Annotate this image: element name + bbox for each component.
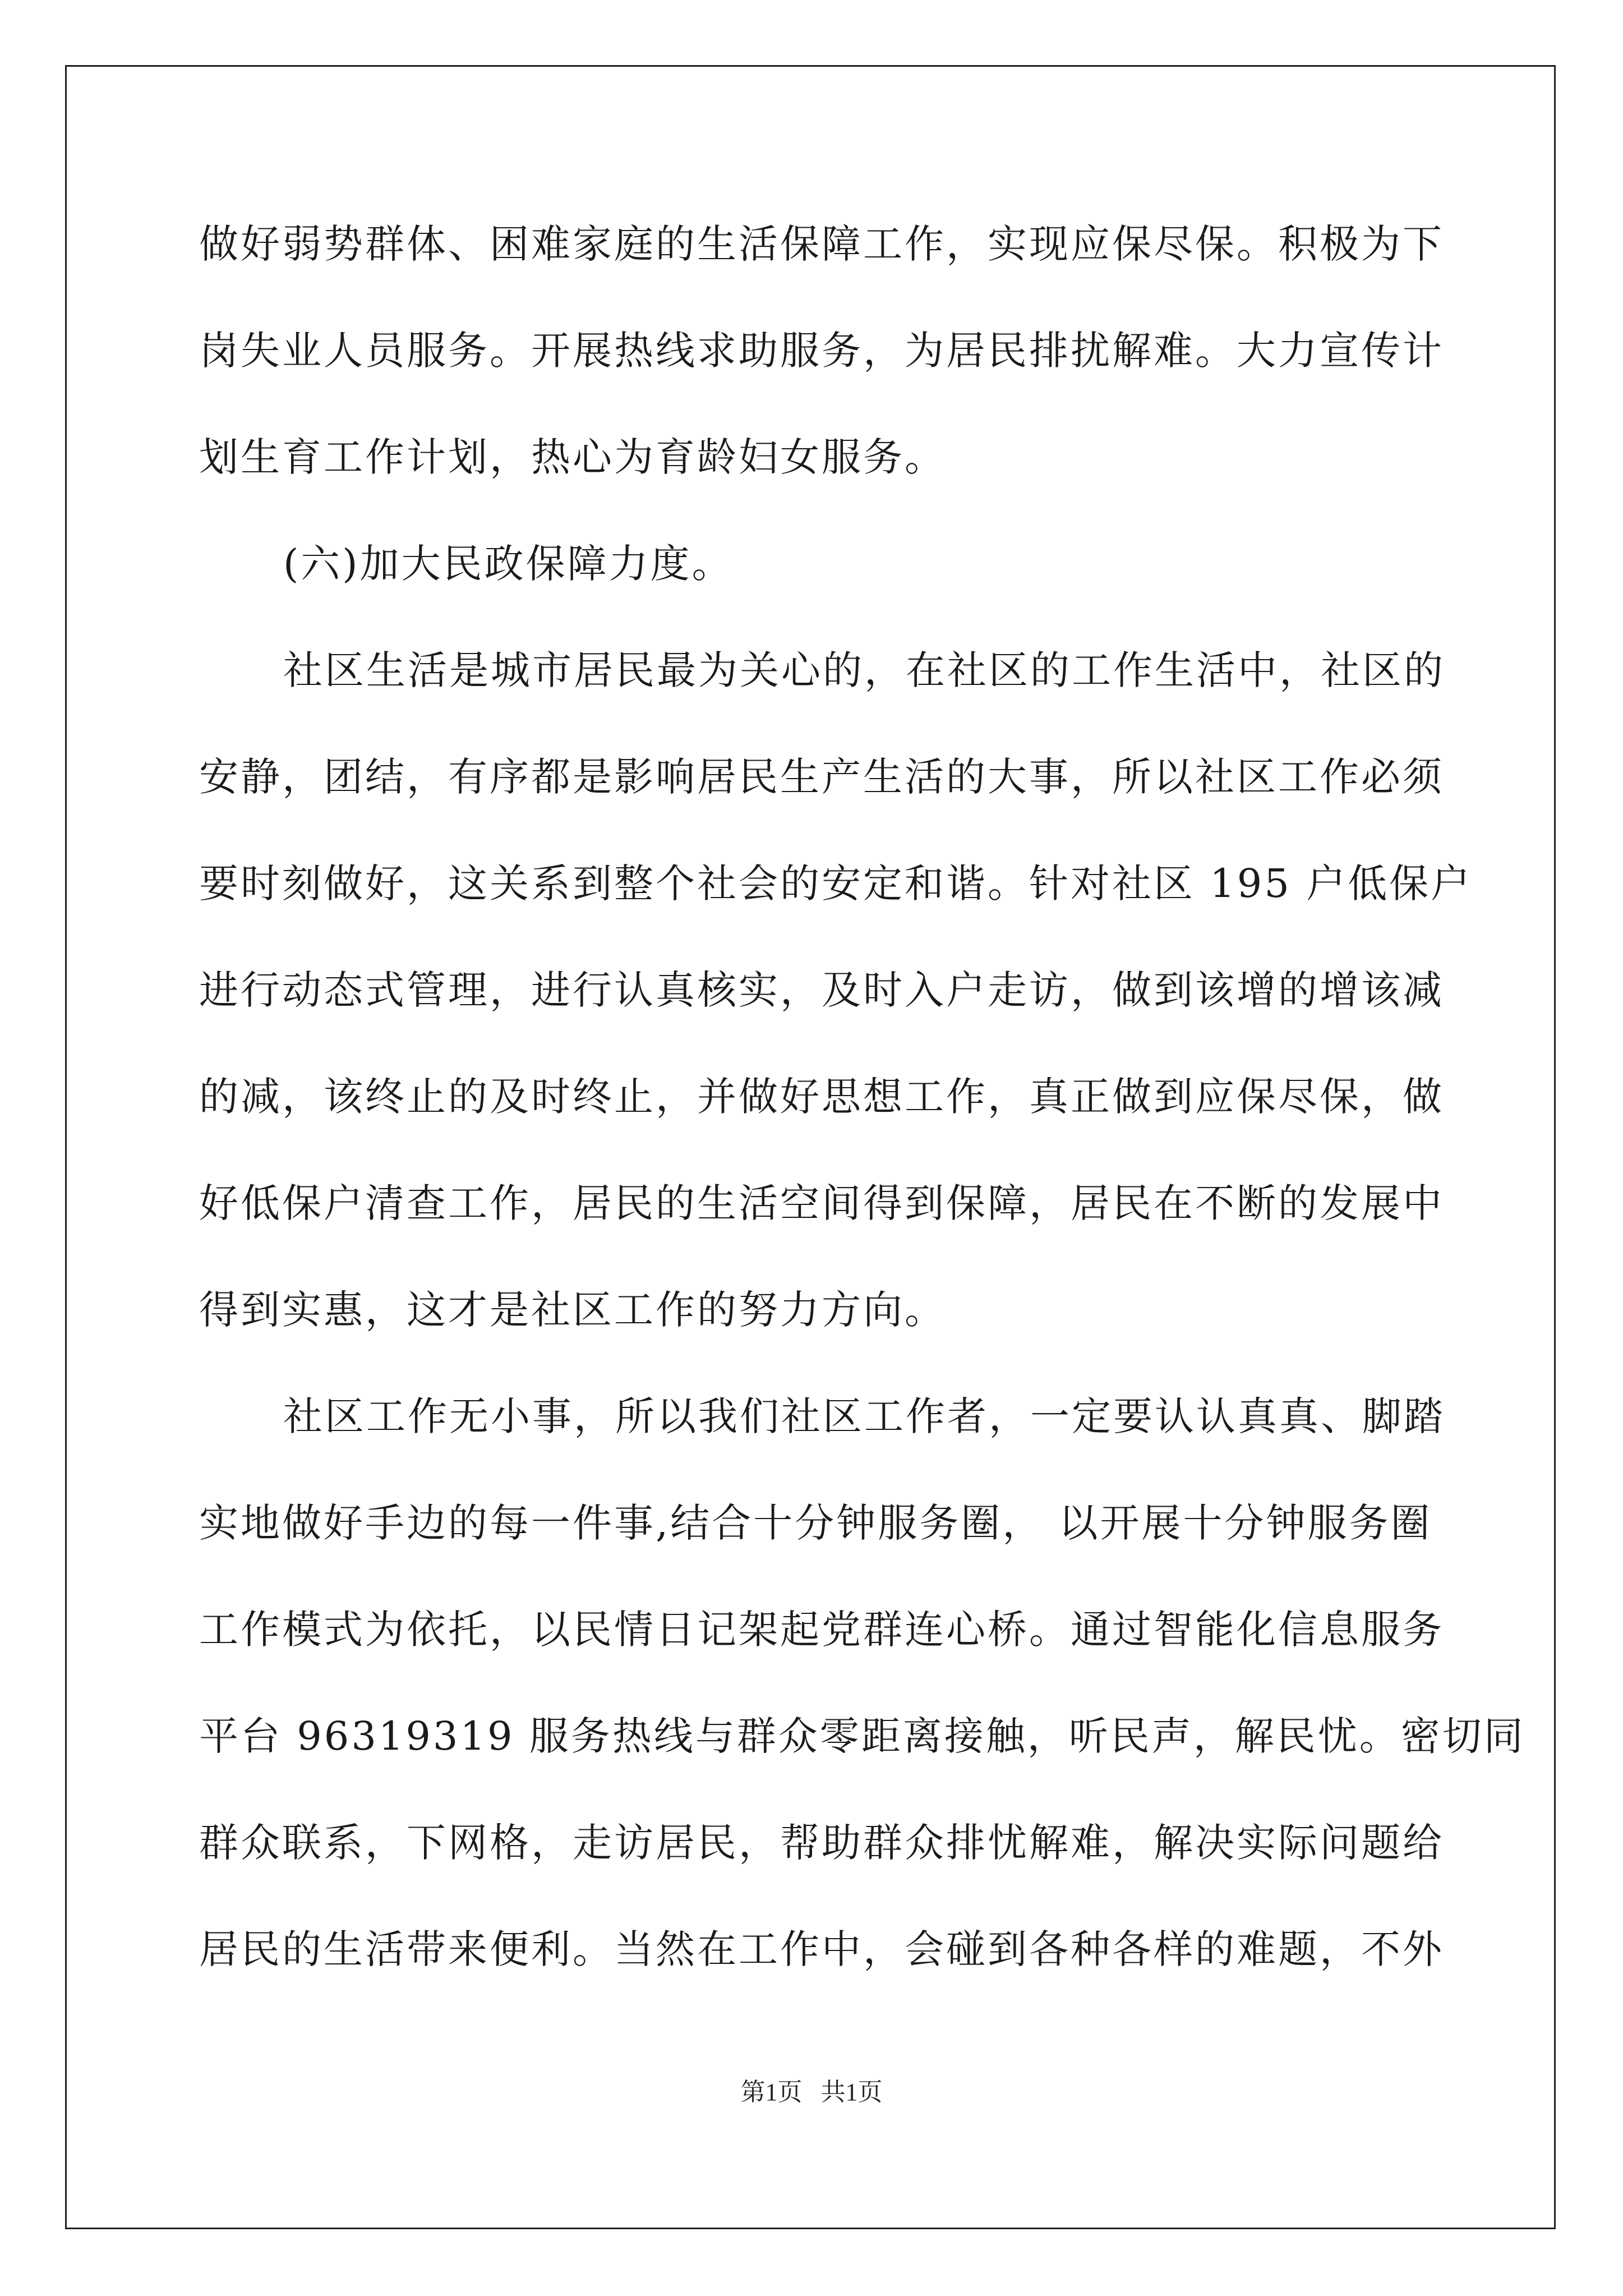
text-line: 进行动态式管理，进行认真核实，及时入户走访，做到该增的增该减 [199,967,1444,1013]
text-line: 得到实惠，这才是社区工作的努力方向。 [199,1287,946,1333]
page-number-footer: 第1页 共1页 [740,2078,883,2106]
text-line: 划生育工作计划，热心为育龄妇女服务。 [199,434,946,480]
text-line: 好低保户清查工作，居民的生活空间得到保障，居民在不断的发展中 [199,1180,1444,1226]
text-line: 社区生活是城市居民最为关心的，在社区的工作生活中，社区的 [283,647,1445,693]
text-line: 安静，团结，有序都是影响居民生产生活的大事，所以社区工作必须 [199,754,1444,800]
text-line: 平台 96319319 服务热线与群众零距离接触，听民声，解民忧。密切同 [199,1713,1525,1759]
text-line: 岗失业人员服务。开展热线求助服务，为居民排扰解难。大力宣传计 [199,328,1444,374]
text-line: 社区工作无小事，所以我们社区工作者，一定要认认真真、脚踏 [283,1393,1445,1439]
text-line: 工作模式为依托，以民情日记架起党群连心桥。通过智能化信息服务 [199,1607,1444,1653]
text-line: 做好弱势群体、困难家庭的生活保障工作，实现应保尽保。积极为下 [199,221,1444,267]
document-body [199,213,1525,2025]
text-line: 群众联系，下网格，走访居民，帮助群众排忧解难，解决实际问题给 [199,1820,1444,1866]
text-line: 居民的生活带来便利。当然在工作中，会碰到各种各样的难题，不外 [199,1926,1444,1972]
text-line: 实地做好手边的每一件事,结合十分钟服务圈， 以开展十分钟服务圈 [199,1500,1432,1546]
text-line: (六)加大民政保障力度。 [283,541,734,587]
text-line: 的减，该终止的及时终止，并做好思想工作，真正做到应保尽保，做 [199,1074,1444,1120]
text-line: 要时刻做好，这关系到整个社会的安定和谐。针对社区 195 户低保户 [199,861,1473,907]
